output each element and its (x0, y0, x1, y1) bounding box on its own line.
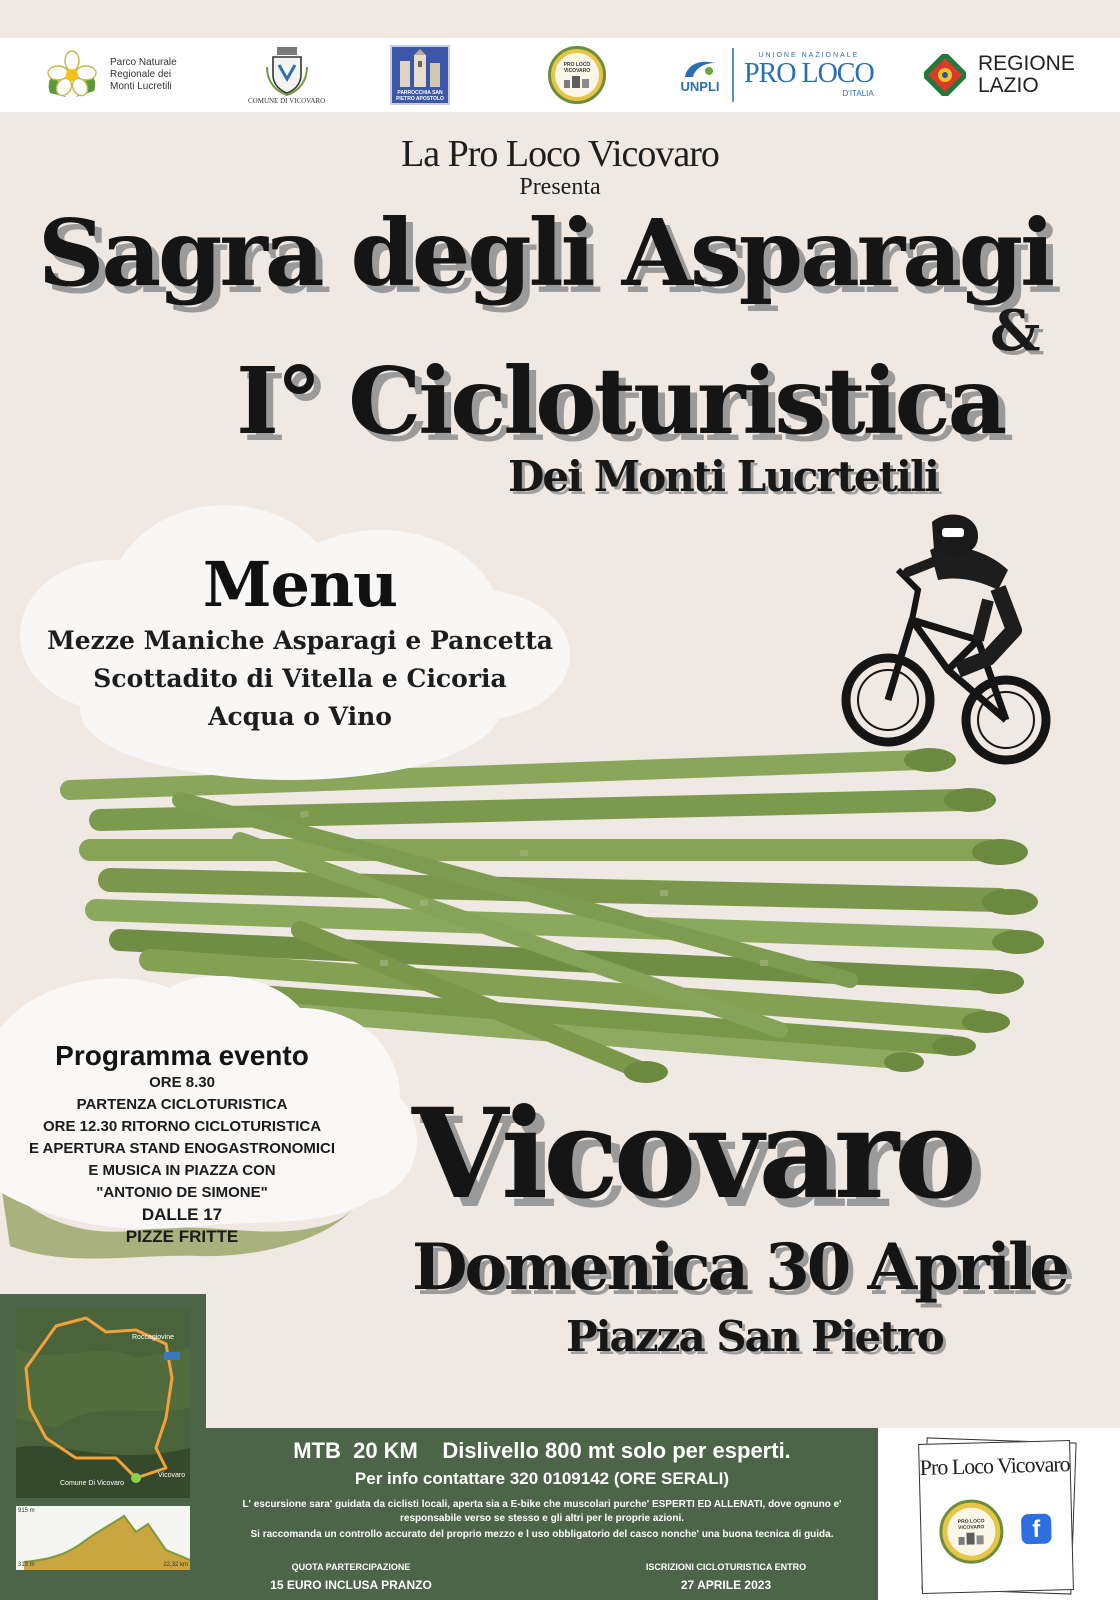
map-label-top: Roccagiovine (132, 1334, 175, 1341)
info-notes: Si raccomanda un controllo accurato del proprio mezzo e l uso obbligatorio del casco nonche' una buona tecnica di guida. (250, 1529, 834, 1540)
presenter-line: La Pro Loco Vicovaro (401, 133, 719, 175)
menu-item: Acqua o Vino (208, 702, 392, 731)
info-notes: L' escursione sara' guidata da ciclisti locali, aperta sia a E-bike che muscolari purche' ESPERTI ED ALLENATI, dove ognuno e' responsabile verso se stesso e gli altri per le proprie azioni. (242, 1499, 842, 1524)
quota-label: QUOTA PARTERCIPAZIONE (291, 1562, 411, 1572)
unione-text: UNIONE NAZIONALE (758, 52, 860, 59)
menu-item: Scottadito di Vitella e Cicoria (93, 664, 507, 693)
menu-item: Mezze Maniche Asparagi e Pancetta (47, 626, 553, 655)
route-map-panel (0, 1294, 206, 1600)
town-icon (956, 1530, 986, 1545)
proloco-big-text: PRO LOCO (744, 58, 874, 89)
map-label-bottom-left: Comune Di Vicovaro (60, 1480, 125, 1487)
programma-line: E APERTURA STAND ENOGASTRONOMICI (28, 1140, 336, 1157)
presenta-line: Presenta (519, 174, 601, 200)
menu-title: Menu (202, 548, 398, 621)
iscrizioni-value: 27 APRILE 2023 (680, 1578, 772, 1592)
badge-title: Pro Loco Vicovaro (919, 1451, 1070, 1480)
event-date: Domenica 30 Aprile (412, 1230, 1067, 1305)
programma-line: ORE 8.30 (149, 1074, 215, 1091)
satellite-route-map (16, 1308, 190, 1498)
route-distance: 22,32 km (163, 1562, 188, 1568)
regione-text: REGIONE LAZIO (978, 52, 1075, 97)
programma-line: PARTENZA CICLOTURISTICA (76, 1096, 288, 1113)
subtitle-monti: Dei Monti Lucrtetili (508, 452, 938, 501)
comune-logo-text: COMUNE DI VICOVARO (248, 97, 326, 105)
elevation-profile (16, 1506, 190, 1570)
title-sagra: Sagra degli Asparagi (38, 199, 1053, 307)
event-square: Piazza San Pietro (566, 1312, 943, 1361)
programma-line: DALLE 17 (141, 1205, 223, 1224)
proloco-round-text: PRO LOCO VICOVARO (563, 62, 591, 74)
badge-logo-text: PRO LOCO VICOVARO (957, 1518, 985, 1531)
programma-title: Programma evento (55, 1040, 309, 1071)
map-label-bottom-right: Vicovaro (158, 1472, 186, 1479)
title-cicloturistica: I° Cicloturistica (236, 347, 1005, 455)
proloco-badge-frame (918, 1440, 1074, 1594)
elevation-top: 915 m (18, 1508, 35, 1514)
programma-line: "ANTONIO DE SIMONE" (96, 1184, 268, 1201)
proloco-badge-area (878, 1428, 1120, 1600)
facebook-icon[interactable]: f (1021, 1514, 1052, 1545)
parrocchia-logo-text: PARROCCHIA SAN PIETRO APOSTOLO (396, 90, 444, 102)
programma-line: E MUSICA IN PIAZZA CON (88, 1162, 276, 1179)
parco-logo-text: Parco Naturale Regionale dei Monti Lucretili (110, 57, 177, 92)
info-contact: Per info contattare 320 0109142 (ORE SERALI) (354, 1469, 730, 1488)
quota-value: 15 EURO INCLUSA PRANZO (270, 1578, 432, 1592)
elevation-bottom: 313 m (18, 1562, 35, 1568)
iscrizioni-label: ISCRIZIONI CICLOTURISTICA ENTRO (645, 1562, 807, 1572)
info-headline: MTB 20 KM Dislivello 800 mt solo per esperti. (293, 1438, 791, 1463)
ampersand: & (990, 298, 1041, 364)
menu-block (40, 548, 560, 736)
programma-line: PIZZE FRITTE (125, 1227, 239, 1246)
ditalia-text: D'ITALIA (842, 89, 874, 98)
badge-round-logo (939, 1499, 1005, 1565)
unpli-text: UNPLI (680, 78, 720, 94)
info-band (206, 1428, 878, 1600)
programma-line: ORE 12.30 RITORNO CICLOTURISTICA (42, 1118, 322, 1135)
place-vicovaro: Vicovaro (412, 1082, 972, 1227)
elevation-chart (16, 1506, 190, 1570)
mountain-bike-rider-icon (838, 510, 1078, 770)
programma-block (0, 1040, 364, 1248)
